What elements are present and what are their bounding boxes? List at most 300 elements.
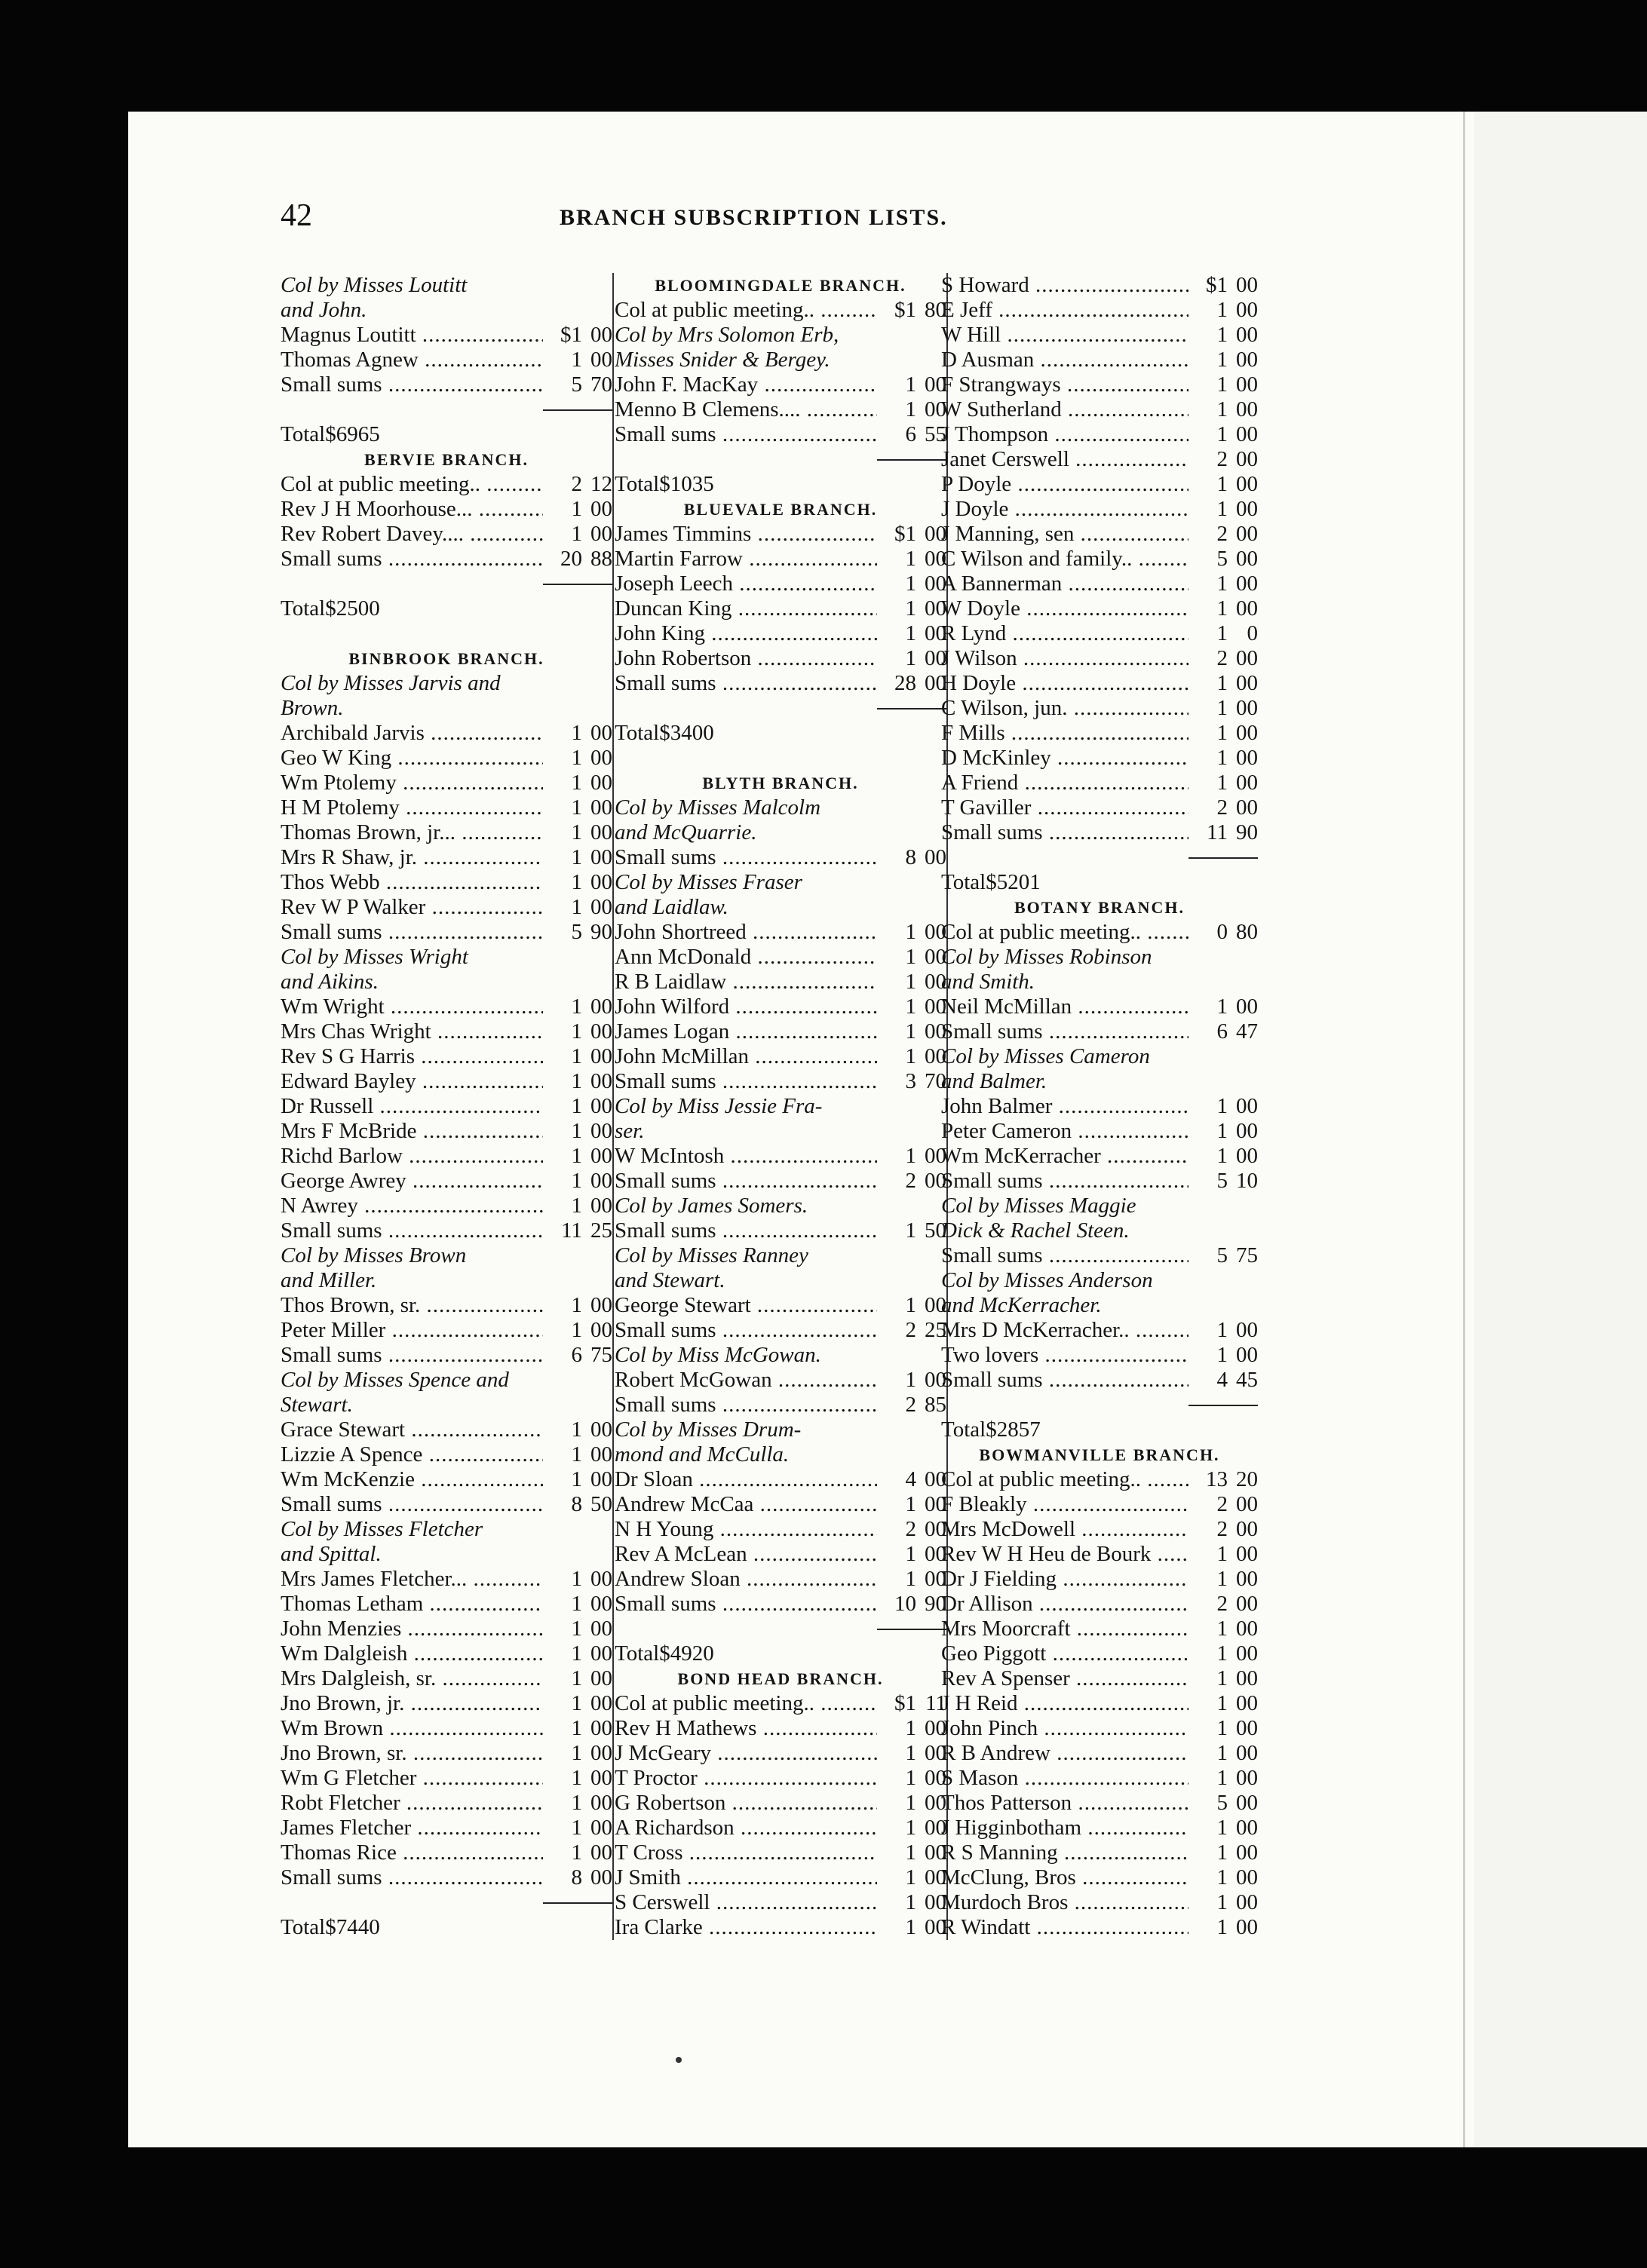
amount-dollars: 1 [877, 920, 916, 945]
amount-cents: 00 [925, 1293, 946, 1317]
subscriber-name: Rev A Spenser ..... [941, 1666, 1188, 1691]
amount-dollars: $74 [325, 1915, 358, 1939]
subscription-entry [941, 1865, 1258, 1890]
amount-dollars: 1 [877, 397, 916, 422]
subscription-entry [615, 1791, 946, 1816]
amount-cents: 00 [1236, 1791, 1258, 1815]
amount-dollars: 1 [543, 870, 582, 895]
subscription-entry [615, 1840, 946, 1865]
amount-dollars: 4 [877, 1467, 916, 1492]
amount-cents: 00 [692, 721, 714, 745]
subscription-entry [281, 721, 612, 746]
amount-cents: 75 [590, 1343, 612, 1367]
amount-cents: 00 [1236, 472, 1258, 496]
subscriber-name: Col at public meeting.. ..... [615, 298, 877, 323]
subscriber-name: Rev J H Moorhouse... ..... [281, 497, 543, 522]
subscriber-name: J McGeary ..... [615, 1741, 877, 1766]
sum-rule [281, 1890, 612, 1915]
amount-dollars: 1 [1188, 995, 1228, 1019]
subscriber-name: Col at public meeting.. ..... [941, 1467, 1188, 1492]
total-label: Total [615, 472, 660, 496]
amount-dollars: 1 [877, 945, 916, 970]
subscriber-name: Rev W P Walker ..... [281, 895, 543, 920]
amount-cents: 00 [590, 1766, 612, 1790]
amount-dollars: 1 [543, 1119, 582, 1144]
subscription-entry [281, 1418, 612, 1442]
branch-heading: BINBROOK BRANCH. [348, 649, 544, 668]
amount-dollars: 1 [543, 771, 582, 795]
subscription-entry [281, 1716, 612, 1741]
branch-total-row [281, 596, 612, 621]
amount-dollars: 1 [877, 1542, 916, 1567]
subscription-entry [281, 1169, 612, 1194]
subscriber-name: W Sutherland ..... [941, 397, 1188, 422]
subscriber-name: John Robertson ..... [615, 646, 877, 671]
subscription-entry [941, 746, 1258, 771]
subscription-entry [941, 447, 1258, 472]
subscriber-name: Martin Farrow ..... [615, 547, 877, 572]
subscriber-name: John McMillan ..... [615, 1044, 877, 1069]
subscription-entry [941, 1517, 1258, 1542]
amount-dollars: 1 [877, 1816, 916, 1840]
subscriber-name: Dr Russell ..... [281, 1094, 543, 1119]
subscription-entry [941, 596, 1258, 621]
amount-cents: 00 [1236, 646, 1258, 670]
amount-dollars: 2 [877, 1393, 916, 1418]
subscription-entry [615, 1293, 946, 1318]
subscriber-name: Col at public meeting.. ..... [941, 920, 1188, 945]
amount-dollars: 1 [543, 1816, 582, 1840]
subscriber-name: Small sums ..... [281, 1218, 543, 1243]
subscription-entry [281, 746, 612, 771]
amount-dollars: 1 [877, 1293, 916, 1318]
sum-rule [615, 447, 946, 472]
subscription-entry [941, 995, 1258, 1019]
subscriber-name: Small sums ..... [615, 1218, 877, 1243]
amount-cents: 00 [925, 1044, 946, 1068]
amount-cents: 00 [925, 945, 946, 969]
subscription-entry [941, 1617, 1258, 1641]
amount-dollars: 1 [543, 1766, 582, 1791]
collector-line: Col by Misses Malcolm [615, 795, 821, 820]
subscriber-name: Small sums ..... [615, 1592, 877, 1617]
subscription-entry [941, 1019, 1258, 1044]
collector-line: Dick & Rachel Steen. [941, 1218, 1130, 1243]
amount-cents: 0 [1247, 621, 1258, 645]
column-3 [941, 273, 1258, 1940]
collector-line: Brown. [281, 696, 344, 720]
subscriber-name: J Smith ..... [615, 1865, 877, 1890]
subscriber-name: Robert McGowan ..... [615, 1368, 877, 1393]
collector-line: and Spittal. [281, 1542, 382, 1566]
amount-cents: 00 [1236, 1666, 1258, 1690]
amount-cents: 88 [590, 547, 612, 571]
subscriber-name: Geo W King ..... [281, 746, 543, 771]
total-label: Total [615, 1641, 660, 1666]
collector-line: Col by Misses Loutitt [281, 273, 468, 297]
amount-cents: 00 [590, 746, 612, 770]
subscription-entry [615, 1467, 946, 1492]
subscription-entry [941, 372, 1258, 397]
subscription-entry [941, 1716, 1258, 1741]
amount-dollars: 5 [1188, 1791, 1228, 1816]
amount-cents: 00 [1236, 696, 1258, 720]
subscription-entry [941, 795, 1258, 820]
subscriber-name: Mrs R Shaw, jr. ..... [281, 845, 543, 870]
subscriber-name: Ira Clarke ..... [615, 1915, 877, 1940]
subscriber-name: Small sums ..... [281, 1492, 543, 1517]
sum-rule [281, 397, 612, 422]
amount-dollars: 1 [543, 1442, 582, 1467]
subscriber-name: F Bleakly ..... [941, 1492, 1188, 1517]
subscriber-name: Richd Barlow ..... [281, 1144, 543, 1169]
branch-heading: BOND HEAD BRANCH. [677, 1669, 884, 1688]
subscriber-name: W McIntosh ..... [615, 1144, 877, 1169]
amount-cents: 00 [590, 1194, 612, 1218]
branch-heading: BOTANY BRANCH. [1014, 898, 1185, 917]
subscriber-name: R B Andrew ..... [941, 1741, 1188, 1766]
subscriber-name: Small sums ..... [941, 1368, 1188, 1393]
subscription-entry [281, 1741, 612, 1766]
amount-cents: 00 [1236, 721, 1258, 745]
amount-cents: 00 [590, 1019, 612, 1044]
amount-cents: 55 [925, 422, 946, 446]
collector-line: Col by Misses Robinson [941, 945, 1152, 969]
amount-dollars: 1 [877, 372, 916, 397]
subscriber-name: H M Ptolemy ..... [281, 795, 543, 820]
amount-dollars: 1 [1188, 1144, 1228, 1169]
subscriber-name: Small sums ..... [281, 372, 543, 397]
amount-cents: 00 [590, 1666, 612, 1690]
subscriber-name: George Stewart ..... [615, 1293, 877, 1318]
amount-cents: 00 [590, 1741, 612, 1765]
subscriber-name: Rev W H Heu de Bourk ..... [941, 1542, 1188, 1567]
amount-dollars: 1 [543, 820, 582, 845]
subscriber-name: John Pinch ..... [941, 1716, 1188, 1741]
subscriber-name: Lizzie A Spence ..... [281, 1442, 543, 1467]
amount-cents: 00 [1236, 547, 1258, 571]
subscription-entry [281, 1467, 612, 1492]
amount-dollars: 2 [1188, 447, 1228, 472]
amount-dollars: 3 [877, 1069, 916, 1094]
subscription-entry [941, 1169, 1258, 1194]
subscription-entry [615, 596, 946, 621]
amount-dollars: 1 [1188, 1915, 1228, 1940]
next-page-edge [1474, 112, 1647, 2147]
subscriber-name: Thomas Brown, jr... ..... [281, 820, 543, 845]
subscription-entry [941, 1666, 1258, 1691]
subscription-entry [615, 372, 946, 397]
amount-dollars: 1 [543, 1641, 582, 1666]
amount-cents: 00 [590, 1293, 612, 1317]
amount-dollars: 2 [1188, 522, 1228, 547]
amount-dollars: 8 [877, 845, 916, 870]
amount-cents: 00 [1236, 1915, 1258, 1939]
subscriber-name: Small sums ..... [941, 1243, 1188, 1268]
subscriber-name: H Doyle ..... [941, 671, 1188, 696]
amount-cents: 00 [1236, 348, 1258, 372]
subscription-entry [941, 1567, 1258, 1592]
subscription-entry [281, 845, 612, 870]
subscriber-name: John Balmer ..... [941, 1094, 1188, 1119]
amount-cents: 00 [1236, 1144, 1258, 1168]
amount-cents: 00 [925, 1915, 946, 1939]
amount-dollars: 2 [1188, 1592, 1228, 1617]
subscription-entry [615, 970, 946, 995]
collector-line: and John. [281, 298, 367, 322]
amount-dollars: 1 [1188, 497, 1228, 522]
branch-total-row [281, 1915, 612, 1940]
amount-dollars: 1 [543, 746, 582, 771]
amount-dollars: 1 [877, 646, 916, 671]
subscriber-name: A Richardson ..... [615, 1816, 877, 1840]
amount-cents: 25 [590, 1218, 612, 1243]
subscriber-name: Wm Ptolemy ..... [281, 771, 543, 795]
amount-dollars: 1 [1188, 472, 1228, 497]
collector-line: Col by Miss McGowan. [615, 1343, 821, 1367]
subscriber-name: Mrs James Fletcher... ..... [281, 1567, 543, 1592]
amount-cents: 00 [1236, 1741, 1258, 1765]
amount-dollars: 28 [877, 671, 916, 696]
amount-cents: 00 [590, 1840, 612, 1865]
amount-cents: 00 [925, 1890, 946, 1914]
amount-dollars: 1 [543, 1069, 582, 1094]
amount-dollars: 1 [1188, 746, 1228, 771]
subscription-entry [615, 572, 946, 596]
subscription-entry [615, 1318, 946, 1343]
subscriber-name: John Menzies ..... [281, 1617, 543, 1641]
subscriber-name: Thos Webb ..... [281, 870, 543, 895]
subscriber-name: J Thompson ..... [941, 422, 1188, 447]
subscriber-name: Small sums ..... [281, 547, 543, 572]
amount-dollars: 1 [543, 522, 582, 547]
subscriber-name: Small sums ..... [281, 1865, 543, 1890]
amount-dollars: 1 [877, 1218, 916, 1243]
column-2 [615, 273, 948, 1940]
subscriber-name: C Wilson, jun. ..... [941, 696, 1188, 721]
subscription-entry [615, 298, 946, 323]
total-label: Total [941, 870, 986, 894]
subscriber-name: J Higginbotham ..... [941, 1816, 1188, 1840]
amount-cents: 90 [1236, 820, 1258, 844]
amount-cents: 00 [1236, 1094, 1258, 1118]
subscription-entry [615, 1218, 946, 1243]
subscription-entry [281, 497, 612, 522]
amount-dollars: 5 [543, 920, 582, 945]
total-label: Total [281, 422, 326, 446]
amount-cents: 00 [590, 1069, 612, 1093]
amount-dollars: 1 [543, 1418, 582, 1442]
subscriber-name: J Wilson ..... [941, 646, 1188, 671]
subscription-entry [941, 1915, 1258, 1940]
amount-dollars: 1 [877, 1865, 916, 1890]
amount-cents: 00 [590, 1442, 612, 1467]
amount-cents: 00 [1236, 1542, 1258, 1566]
amount-dollars: 1 [543, 845, 582, 870]
subscriber-name: Small sums ..... [615, 671, 877, 696]
branch-heading: BERVIE BRANCH. [364, 450, 529, 469]
amount-cents: 00 [925, 1492, 946, 1516]
subscriber-name: Joseph Leech ..... [615, 572, 877, 596]
subscriber-name: Small sums ..... [615, 1169, 877, 1194]
collector-line: and Aikins. [281, 970, 379, 994]
amount-dollars: 1 [543, 1791, 582, 1816]
amount-cents: 00 [590, 1044, 612, 1068]
amount-cents: 00 [1236, 298, 1258, 322]
subscription-entry [281, 1318, 612, 1343]
amount-dollars: 1 [877, 1915, 916, 1940]
amount-dollars: 1 [1188, 1119, 1228, 1144]
amount-dollars: 1 [877, 596, 916, 621]
amount-cents: 00 [925, 1144, 946, 1168]
branch-total-row [941, 1418, 1258, 1442]
subscription-entry [615, 1816, 946, 1840]
amount-cents: 00 [925, 372, 946, 397]
amount-dollars: 1 [543, 1592, 582, 1617]
subscriber-name: J Manning, sen ..... [941, 522, 1188, 547]
amount-dollars: $28 [986, 1418, 1019, 1442]
amount-cents: 00 [1236, 1119, 1258, 1143]
subscriber-name: S Mason ..... [941, 1766, 1188, 1791]
subscription-entry [941, 1467, 1258, 1492]
amount-dollars: 1 [543, 895, 582, 920]
sum-rule [941, 1393, 1258, 1418]
amount-dollars: $1 [877, 298, 916, 323]
page-number: 42 [281, 198, 312, 233]
subscriber-name: Small sums ..... [615, 845, 877, 870]
amount-dollars: 2 [877, 1169, 916, 1194]
subscriber-name: Menno B Clemens.... ..... [615, 397, 877, 422]
amount-cents: 00 [590, 845, 612, 869]
subscription-entry [281, 1094, 612, 1119]
amount-cents: 01 [1018, 870, 1041, 894]
subscription-entry [941, 920, 1258, 945]
amount-dollars: 1 [543, 1094, 582, 1119]
subscriber-name: N Awrey ..... [281, 1194, 543, 1218]
subscriber-name: Thos Brown, sr. ..... [281, 1293, 543, 1318]
subscription-entry [941, 771, 1258, 795]
amount-dollars: 1 [1188, 696, 1228, 721]
amount-dollars: 1 [877, 1890, 916, 1915]
amount-cents: 80 [925, 298, 946, 322]
amount-dollars: $69 [325, 422, 358, 446]
amount-dollars: 1 [543, 1741, 582, 1766]
subscriber-name: Mrs Chas Wright ..... [281, 1019, 543, 1044]
collector-line: and McKerracher. [941, 1293, 1102, 1317]
amount-cents: 00 [590, 323, 612, 347]
amount-dollars: 1 [543, 348, 582, 372]
amount-cents: 00 [925, 1169, 946, 1193]
subscriber-name: G Robertson ..... [615, 1791, 877, 1816]
subscription-entry [941, 348, 1258, 372]
amount-cents: 00 [590, 1691, 612, 1715]
amount-cents: 00 [925, 547, 946, 571]
subscription-entry [615, 1567, 946, 1592]
subscription-entry [615, 1691, 946, 1716]
branch-total-row [615, 472, 946, 497]
collector-line: Col by Misses Maggie [941, 1194, 1136, 1218]
subscription-entry [281, 795, 612, 820]
collector-line: and Smith. [941, 970, 1035, 994]
amount-cents: 00 [1236, 323, 1258, 347]
subscription-entry [281, 547, 612, 572]
amount-cents: 70 [590, 372, 612, 397]
amount-cents: 00 [1236, 1567, 1258, 1591]
amount-dollars: 1 [543, 1144, 582, 1169]
page-header [281, 198, 1284, 243]
subscriber-name: James Logan ..... [615, 1019, 877, 1044]
subscriber-name: T Proctor ..... [615, 1766, 877, 1791]
subscription-entry [615, 1741, 946, 1766]
subscriber-name: D Ausman ..... [941, 348, 1188, 372]
subscriber-name: Rev A McLean ..... [615, 1542, 877, 1567]
branch-total-row [615, 1641, 946, 1666]
amount-cents: 50 [925, 1218, 946, 1243]
amount-cents: 00 [590, 1791, 612, 1815]
amount-cents: 85 [925, 1393, 946, 1417]
amount-dollars: 1 [1188, 1716, 1228, 1741]
subscription-entry [615, 1169, 946, 1194]
collector-line: Col by Misses Fletcher [281, 1517, 483, 1541]
amount-dollars: 1 [1188, 1641, 1228, 1666]
subscriber-name: R B Laidlaw ..... [615, 970, 877, 995]
subscriber-name: James Fletcher ..... [281, 1816, 543, 1840]
subscriber-name: Edward Bayley ..... [281, 1069, 543, 1094]
amount-cents: 00 [590, 1865, 612, 1889]
amount-dollars: 1 [877, 995, 916, 1019]
subscriber-name: Andrew McCaa ..... [615, 1492, 877, 1517]
amount-cents: 00 [925, 621, 946, 645]
subscriber-name: Thomas Agnew ..... [281, 348, 543, 372]
amount-cents: 00 [590, 895, 612, 919]
subscriber-name: Small sums ..... [615, 1318, 877, 1343]
subscription-entry [941, 1542, 1258, 1567]
amount-cents: 00 [1236, 1617, 1258, 1641]
subscriber-name: Murdoch Bros ..... [941, 1890, 1188, 1915]
collector-line: Col by James Somers. [615, 1194, 808, 1218]
branch-heading: BLYTH BRANCH. [702, 774, 859, 792]
subscription-entry [615, 1517, 946, 1542]
subscription-entry [615, 1393, 946, 1418]
sum-rule [615, 1617, 946, 1641]
subscriber-name: N H Young ..... [615, 1517, 877, 1542]
amount-dollars: $1 [543, 323, 582, 348]
subscription-entry [941, 1119, 1258, 1144]
amount-cents: 00 [590, 820, 612, 844]
amount-dollars: 1 [1188, 298, 1228, 323]
amount-dollars: 1 [1188, 1890, 1228, 1915]
subscriber-name: A Bannerman ..... [941, 572, 1188, 596]
sum-rule [615, 696, 946, 721]
subscription-entry [941, 671, 1258, 696]
subscriber-name: Janet Cerswell ..... [941, 447, 1188, 472]
collector-line: Col by Misses Fraser [615, 870, 802, 894]
amount-cents: 47 [1236, 1019, 1258, 1044]
amount-dollars: 2 [1188, 646, 1228, 671]
subscriber-name: P Doyle ..... [941, 472, 1188, 497]
amount-dollars: 1 [1188, 1691, 1228, 1716]
amount-cents: 00 [590, 1094, 612, 1118]
amount-dollars: 1 [877, 1144, 916, 1169]
collector-line: Col by Misses Brown [281, 1243, 467, 1267]
amount-dollars: $1 [1188, 273, 1228, 298]
subscription-entry [281, 1044, 612, 1069]
amount-dollars: 1 [877, 547, 916, 572]
amount-cents: 00 [590, 1641, 612, 1666]
total-label: Total [615, 721, 660, 745]
amount-dollars: 1 [1188, 1741, 1228, 1766]
amount-dollars: 1 [877, 1766, 916, 1791]
